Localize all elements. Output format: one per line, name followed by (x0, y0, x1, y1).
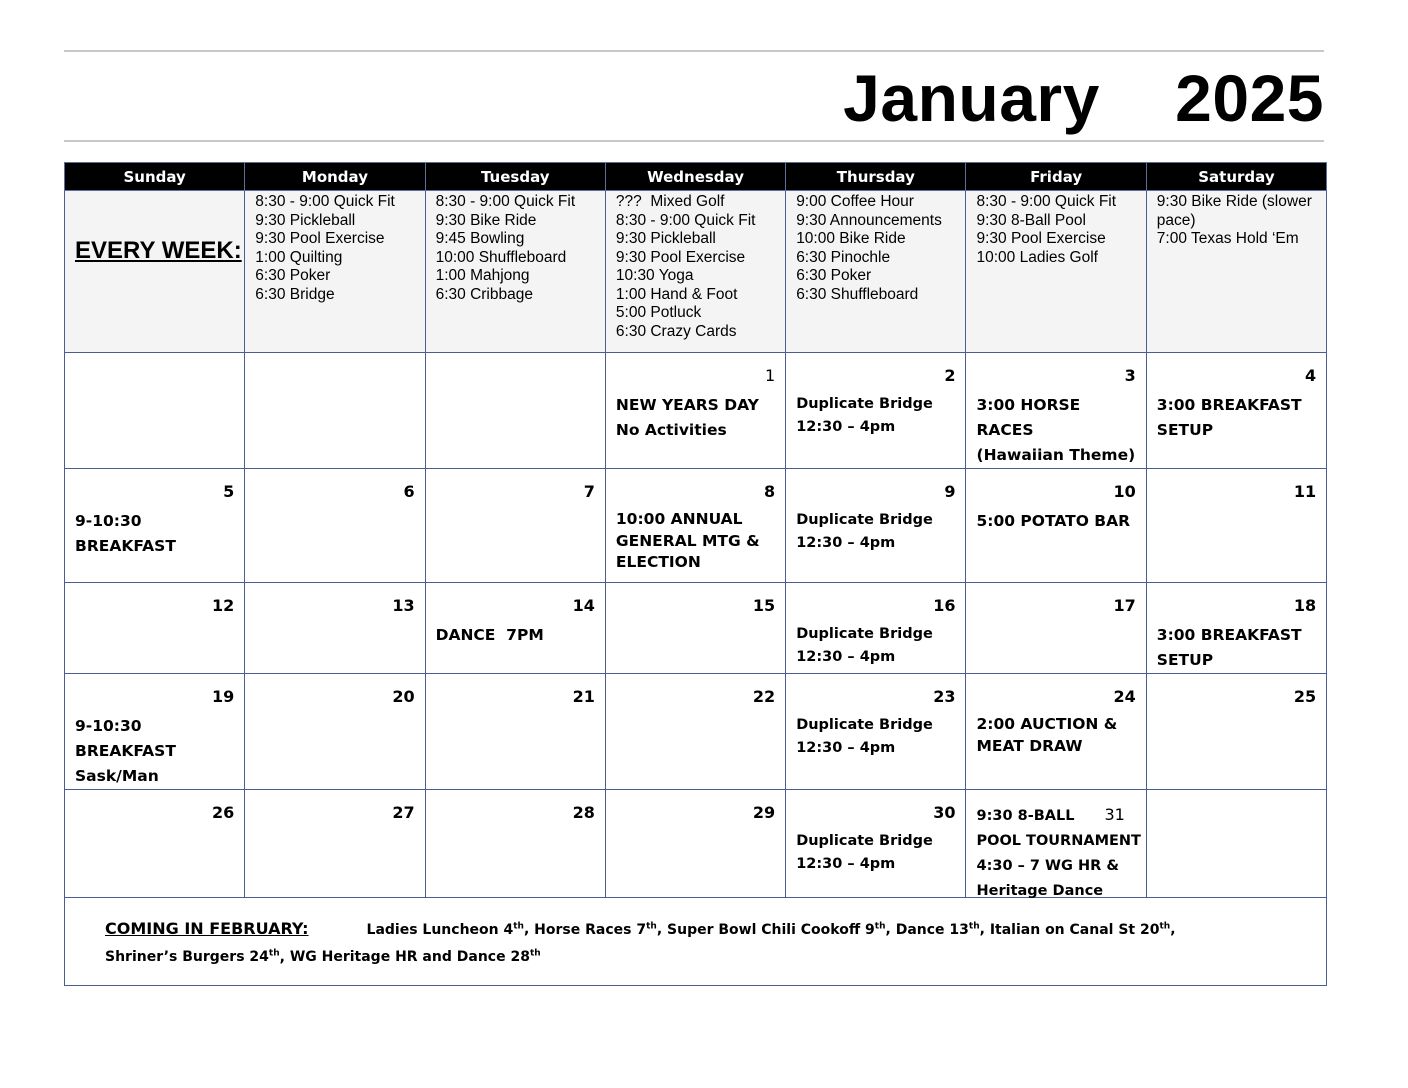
week-row-3 (65, 583, 1327, 674)
coming-label: COMING IN FEBRUARY: (105, 918, 309, 938)
day-events (786, 615, 965, 668)
day-number: 19 (212, 687, 235, 706)
day-cell-24 (966, 674, 1146, 790)
day-number: 18 (1293, 596, 1317, 615)
february-event: Horse Races 7th (534, 921, 657, 938)
event-text: 9:30 8-BALL (976, 808, 1075, 824)
weekday-thursday: Thursday (786, 163, 966, 191)
event-text: 12:30 – 4pm (796, 739, 896, 756)
list-item: 6:30 Crazy Cards (615, 322, 737, 340)
ordinal-suffix: th (529, 948, 541, 959)
day-number: 21 (572, 687, 595, 706)
month-label: January (843, 61, 1100, 135)
list-item: 6:30 Bridge (255, 285, 335, 303)
day-number: 24 (1113, 687, 1136, 706)
event-text: POOL TOURNAMENT (976, 833, 1141, 849)
event-text: Heritage Dance (976, 883, 1104, 899)
day-number: 12 (212, 596, 235, 615)
weekday-sunday: Sunday (65, 163, 245, 191)
weekday-wednesday: Wednesday (605, 163, 785, 191)
list-item: 9:45 Bowling (435, 230, 525, 247)
day-number: 25 (1293, 687, 1317, 706)
day-number: 17 (1113, 596, 1136, 615)
day-cell-1 (605, 353, 785, 469)
event-text: (Hawaiian Theme) (976, 446, 1136, 464)
day-events (966, 385, 1145, 468)
day-cell-11 (1146, 469, 1326, 583)
february-event: Shriner’s Burgers 24th (105, 948, 280, 966)
event-text: 9-10:30 BREAKFAST (75, 512, 176, 555)
list-item: 1:00 Hand & Foot (615, 285, 738, 303)
list-item: 6:30 Shuffleboard (796, 285, 919, 303)
event-text (976, 802, 1140, 829)
day-cell-27 (245, 790, 425, 898)
top-rule (64, 50, 1324, 52)
list-item: 6:30 Pinochle (796, 248, 891, 266)
page-title (843, 62, 1324, 134)
day-events (1147, 615, 1326, 673)
event-text: 3:00 BREAKFAST (1156, 396, 1302, 414)
week-row-1 (65, 353, 1327, 469)
day-cell-23 (786, 674, 966, 790)
weekday-monday: Monday (245, 163, 425, 191)
ordinal-suffix: th (646, 921, 657, 931)
list-item: 9:30 Bike Ride (435, 211, 537, 229)
day-events (65, 706, 244, 789)
day-number: 8 (764, 482, 776, 501)
day-number: 27 (392, 803, 415, 822)
event-text: Duplicate Bridge (796, 833, 933, 849)
day-cell-14 (425, 583, 605, 674)
event-text: 12:30 – 4pm (796, 648, 896, 665)
event-text: No Activities (615, 421, 727, 439)
event-text: Duplicate Bridge (796, 626, 933, 642)
event-text: MEAT DRAW (976, 736, 1083, 755)
event-text: Duplicate Bridge (796, 512, 933, 528)
list-item: 1:00 Mahjong (435, 267, 530, 284)
day-cell-empty (1146, 790, 1326, 898)
event-text: 3:00 HORSE RACES (976, 396, 1081, 439)
day-number: 1 (765, 366, 776, 385)
list-item: 9:30 Pool Exercise (976, 230, 1106, 247)
event-text: 12:30 – 4pm (796, 855, 896, 872)
list-item: 6:30 Poker (255, 267, 331, 284)
day-events (786, 822, 965, 875)
day-cell-empty (425, 353, 605, 469)
list-item: 6:30 Cribbage (435, 285, 533, 303)
event-text: SETUP (1156, 651, 1214, 669)
day-number: 29 (752, 803, 776, 822)
list-item: ??? Mixed Golf (615, 193, 725, 210)
coming-text (105, 914, 1185, 969)
separator: , (656, 921, 668, 938)
day-cell-31 (966, 790, 1146, 898)
week-row-2 (65, 469, 1327, 583)
weekday-header-row (65, 163, 1327, 191)
coming-in-february (65, 898, 1327, 986)
day-cell-21 (425, 674, 605, 790)
event-text: Duplicate Bridge (796, 396, 933, 412)
day-number: 28 (572, 803, 595, 822)
day-cell-3 (966, 353, 1146, 469)
event-text: Duplicate Bridge (796, 717, 933, 733)
weekday-tuesday: Tuesday (425, 163, 605, 191)
day-cell-10 (966, 469, 1146, 583)
weekday-friday: Friday (966, 163, 1146, 191)
day-cell-8 (605, 469, 785, 583)
weekly-friday-list (966, 191, 1145, 267)
day-number: 26 (212, 803, 235, 822)
separator: , (979, 921, 990, 938)
day-number: 2 (944, 366, 956, 385)
day-cell-30 (786, 790, 966, 898)
event-text: 4:30 – 7 WG HR & (976, 858, 1119, 874)
event-text: 5:00 POTATO BAR (976, 512, 1131, 530)
day-number: 7 (583, 482, 595, 501)
day-events (976, 802, 1140, 904)
list-item: 9:30 8-Ball Pool (976, 211, 1086, 229)
day-cell-19 (65, 674, 245, 790)
february-event: WG Heritage HR and Dance 28th (289, 948, 541, 966)
day-cell-7 (425, 469, 605, 583)
list-item: 8:30 - 9:00 Quick Fit (976, 193, 1117, 210)
list-item: 9:30 Pickleball (255, 211, 356, 229)
day-number: 30 (933, 803, 956, 822)
day-cell-2 (786, 353, 966, 469)
weekly-wednesday-list (606, 191, 785, 341)
event-text: 10:00 ANNUAL (615, 510, 743, 528)
day-events (786, 706, 965, 759)
day-number: 3 (1124, 366, 1136, 385)
ordinal-suffix: th (268, 948, 280, 959)
calendar (64, 162, 1326, 986)
day-cell-25 (1146, 674, 1326, 790)
separator: , (885, 921, 896, 938)
event-text: 12:30 – 4pm (796, 534, 896, 551)
weekly-tuesday (425, 191, 605, 353)
list-item: 10:00 Shuffleboard (435, 248, 567, 266)
list-item: 9:30 Announcements (796, 211, 942, 229)
day-cell-5 (65, 469, 245, 583)
list-item: 10:00 Ladies Golf (976, 248, 1098, 266)
day-events (786, 501, 965, 554)
day-number: 15 (752, 596, 776, 615)
event-text: Sask/Man (75, 767, 159, 785)
event-text: GENERAL MTG & (615, 531, 760, 550)
day-number: 4 (1304, 366, 1317, 385)
list-item: 9:30 Pool Exercise (255, 230, 385, 247)
february-event: Italian on Canal St 20th (989, 921, 1171, 938)
day-cell-28 (425, 790, 605, 898)
day-cell-16 (786, 583, 966, 674)
day-events (966, 501, 1145, 534)
day-cell-29 (605, 790, 785, 898)
bottom-rule (64, 140, 1324, 142)
day-cell-empty (65, 353, 245, 469)
weekly-saturday-list (1147, 191, 1326, 249)
day-number: 16 (933, 596, 956, 615)
ordinal-suffix: th (968, 921, 980, 931)
separator: , (1170, 921, 1176, 938)
day-cell-17 (966, 583, 1146, 674)
day-cell-4 (1146, 353, 1326, 469)
february-event: Ladies Luncheon 4th (366, 921, 524, 938)
day-number: 20 (392, 687, 415, 706)
every-week-label: EVERY WEEK: (75, 237, 242, 264)
day-number: 13 (392, 596, 415, 615)
year-label: 2025 (1175, 61, 1324, 135)
day-events (65, 501, 244, 559)
event-text: 2:00 AUCTION & (976, 715, 1118, 733)
weekly-thursday-list (786, 191, 965, 304)
day-number: 14 (572, 596, 595, 615)
weekday-saturday: Saturday (1146, 163, 1326, 191)
day-cell-empty (245, 353, 425, 469)
day-cell-22 (605, 674, 785, 790)
day-number: 23 (933, 687, 956, 706)
day-number: 31 (1104, 805, 1125, 824)
day-events (606, 501, 785, 574)
day-cell-12 (65, 583, 245, 674)
day-cell-20 (245, 674, 425, 790)
day-number: 10 (1113, 482, 1136, 501)
weekly-monday-list (245, 191, 424, 304)
ordinal-suffix: th (1159, 921, 1171, 931)
list-item: 1:00 Quilting (255, 248, 343, 266)
event-text: 3:00 BREAKFAST (1156, 626, 1302, 644)
day-events (786, 385, 965, 438)
week-row-5 (65, 790, 1327, 898)
list-item: 9:30 Pickleball (615, 230, 716, 247)
separator: , (523, 921, 535, 938)
event-text: DANCE 7PM (435, 626, 544, 644)
weekly-saturday (1146, 191, 1326, 353)
event-text: 12:30 – 4pm (796, 418, 896, 435)
day-number: 11 (1293, 482, 1317, 501)
weekly-row (65, 191, 1327, 353)
list-item: 5:00 Potluck (615, 304, 702, 321)
weekly-wednesday (605, 191, 785, 353)
february-event: Dance 13th (895, 921, 980, 938)
weekly-friday (966, 191, 1146, 353)
event-text: NEW YEARS DAY (615, 396, 759, 414)
list-item: 7:00 Texas Hold ‘Em (1156, 230, 1299, 247)
event-text: ELECTION (615, 553, 701, 571)
weekly-thursday (786, 191, 966, 353)
event-text: 9-10:30 BREAKFAST (75, 717, 176, 760)
day-cell-26 (65, 790, 245, 898)
day-events (426, 615, 605, 648)
list-item: 8:30 - 9:00 Quick Fit (615, 211, 756, 229)
weekly-label-cell (65, 191, 245, 353)
day-cell-18 (1146, 583, 1326, 674)
day-number: 5 (223, 482, 235, 501)
list-item: 10:30 Yoga (615, 267, 694, 284)
day-cell-6 (245, 469, 425, 583)
day-events (606, 385, 785, 443)
february-event: Super Bowl Chili Cookoff 9th (667, 921, 886, 938)
list-item: 9:30 Pool Exercise (615, 248, 746, 266)
ordinal-suffix: th (874, 921, 886, 931)
day-number: 6 (403, 482, 415, 501)
list-item: 8:30 - 9:00 Quick Fit (435, 193, 576, 210)
footer-row (65, 898, 1327, 986)
day-number: 22 (752, 687, 776, 706)
day-cell-9 (786, 469, 966, 583)
separator: , (279, 949, 290, 966)
day-cell-13 (245, 583, 425, 674)
weekly-tuesday-list (426, 191, 605, 304)
ordinal-suffix: th (513, 921, 524, 931)
day-events (966, 706, 1145, 757)
week-row-4 (65, 674, 1327, 790)
day-cell-15 (605, 583, 785, 674)
list-item: 9:00 Coffee Hour (796, 193, 914, 210)
day-number: 9 (944, 482, 956, 501)
list-item: 6:30 Poker (796, 267, 872, 284)
weekly-monday (245, 191, 425, 353)
list-item: 9:30 Bike Ride (slower pace) (1156, 193, 1312, 229)
list-item: 10:00 Bike Ride (796, 230, 906, 247)
calendar-grid (64, 162, 1327, 986)
day-events (1147, 385, 1326, 443)
list-item: 8:30 - 9:00 Quick Fit (255, 193, 395, 210)
event-text: SETUP (1156, 421, 1214, 439)
